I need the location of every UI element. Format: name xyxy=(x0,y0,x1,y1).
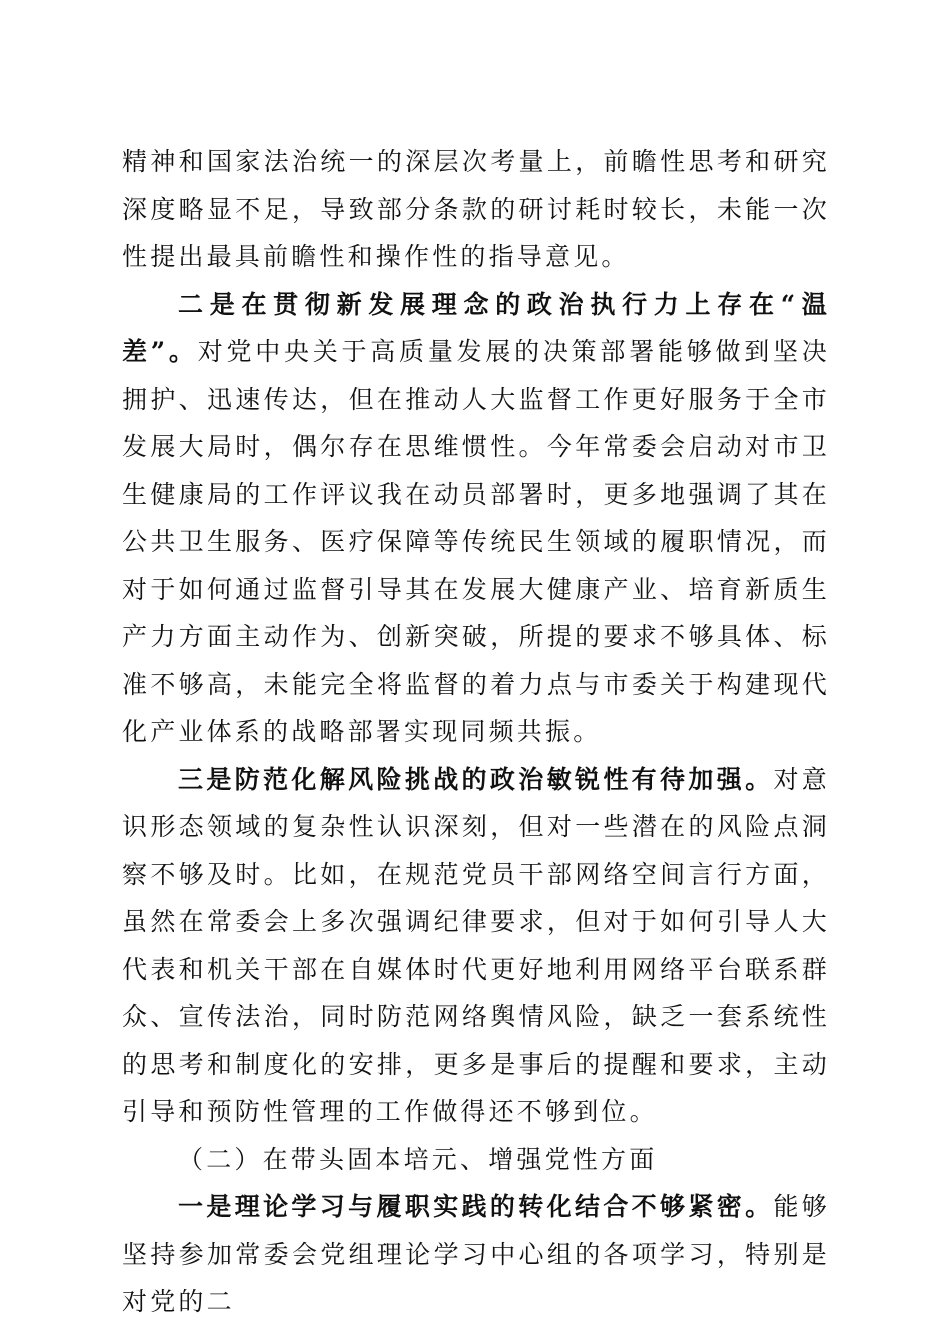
paragraph-text: 精神和国家法治统一的深层次考量上，前瞻性思考和研究深度略显不足，导致部分条款的研讨耗时较长，未能一次性提出最具前瞻性和操作性的指导意见。 xyxy=(122,147,830,271)
paragraph-text: 对党中央关于高质量发展的决策部署能够做到坚决拥护、迅速传达，但在推动人大监督工作更好服务于全市发展大局时，偶尔存在思维惯性。今年常委会启动对市卫生健康局的工作评议我在动员部署时，更多地强调了其在公共卫生服务、医疗保障等传统民生领域的履职情况，而对于如何通过监督引导其在发展大健康产业、培育新质生产力方面主动作为、创新突破，所提的要求不够具体、标准不够高，未能完全将监督的着力点与市委关于构建现代化产业体系的战略部署实现同频共振。 xyxy=(122,337,830,746)
paragraph-point-two xyxy=(122,281,830,756)
paragraph-text: 能够坚持参加常委会党组理论学习中心组的各项学习，特别是对党的二 xyxy=(122,1192,831,1316)
paragraph-theory-study xyxy=(122,1183,830,1326)
paragraph-lead: 三是防范化解风险挑战的政治敏锐性有待加强。 xyxy=(178,764,774,794)
document-body xyxy=(122,138,830,1326)
paragraph-lead: 二是在贯彻新发展理念的政治执行力上存在“温差”。 xyxy=(122,289,830,366)
paragraph-text: 对意识形态领域的复杂性认识深刻，但对一些潜在的风险点洞察不够及时。比如，在规范党员干部网络空间言行方面，虽然在常委会上多次强调纪律要求，但对于如何引导人大代表和机关干部在自媒体时代更好地利用网络平台联系群众、宣传法治，同时防范网络舆情风险，缺乏一套系统性的思考和制度化的安排，更多是事后的提醒和要求，主动引导和预防性管理的工作做得还不够到位。 xyxy=(122,764,831,1126)
section-heading: （二）在带头固本培元、增强党性方面 xyxy=(178,1144,658,1174)
paragraph-point-three xyxy=(122,756,830,1136)
paragraph-continuation xyxy=(122,138,830,281)
paragraph-lead: 一是理论学习与履职实践的转化结合不够紧密。 xyxy=(178,1192,774,1221)
